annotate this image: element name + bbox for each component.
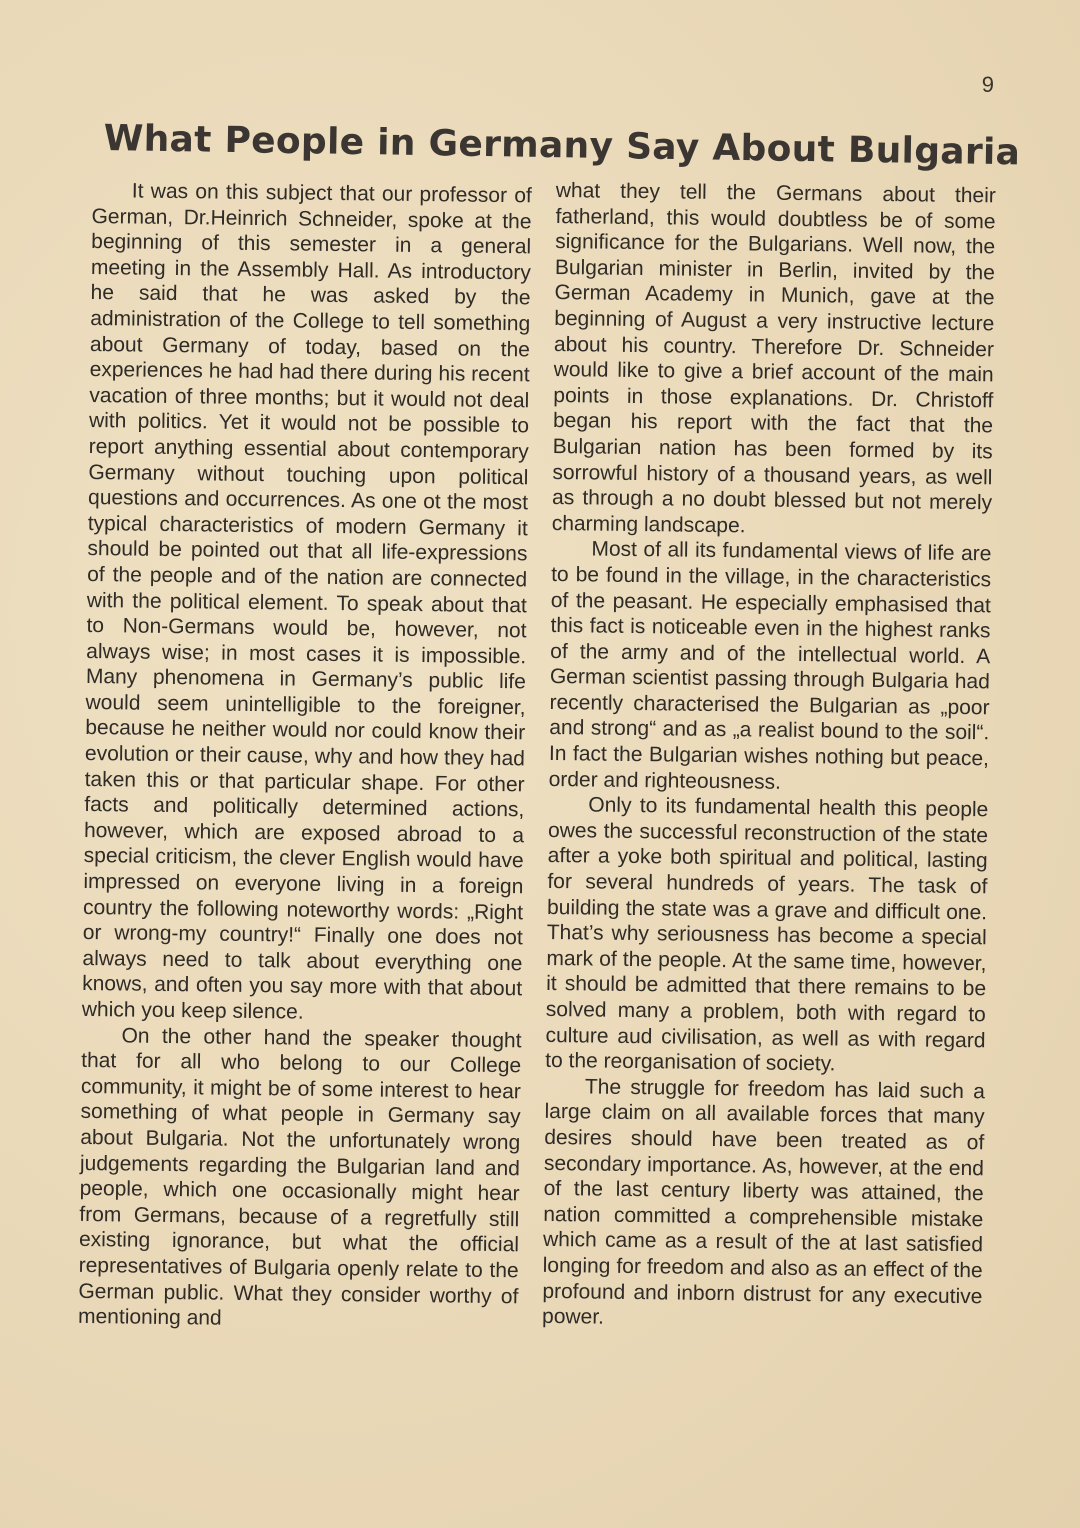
page-number: 9 xyxy=(981,72,994,97)
paragraph: It was on this subject that our professor of German, Dr.Heinrich Schneider, spoke at the beginning of this semester in a general meeting in the Assembly Hall. As introductory he said that he was asked by the administration of the College to tell something about Germany of today, based on the experiences he had had there during his recent vacation of three months; but it would not deal with politics. Yet it would not be possible to report anything essential about contemporary Germany without touching upon political questions and occurrences. As one ot the most typical characteristics of modern Germany it should be pointed out that all life-expressions of the people and of the nation are connected with the political element. To speak about that to Non-Germans would be, however, not always wise; in most cases it is impossible. Many phenomena in Germany’s public life would seem unintelligible to the foreigner, because he neither would nor could know their evolution or their cause, why and how they had taken this or that particular shape. For other facts and politically determined actions, however, which are exposed abroad to a special criticism, the clever English would have impressed on everyone living in a foreign country the following noteworthy words: „Right or wrong-my country!“ Finally one does not always need to talk about everything one knows, and often you say more with that about which you keep silence. xyxy=(81,179,532,1024)
paragraph: Most of all its fundamental views of life are to be found in the village, in the characteristics of the peasant. He especially emphasised that this fact is noticeable even in the highest ranks of the army and of the intellectual world. A German scientist passing through Bulgaria had recently characterised the Bulgarian as „poor and strong“ and as „a realist bound to the soil“. In fact the Bulgarian wishes nothing but peace, order and righteousness. xyxy=(548,537,992,794)
left-column xyxy=(78,178,532,1335)
paragraph: The struggle for freedom has laid such a large claim on all available forces that many desires should have been treated as of secondary importance. As, however, at the end of the last century liberty was attained, the nation committed a comprehensible mistake which came as a result of the at last satisfied longing for freedom and also as an effect of the profound and inborn distrust for any executive power. xyxy=(541,1075,986,1329)
paragraph: On the other hand the speaker thought that for all who belong to our College community, it might be of some interest to hear something of what people in Germany say about Bulgaria. Not the unfortunately wrong judgements regarding the Bulgarian land and people, which one occasionally might hear from Germans, because of a regretfully still existing ignorance, but what the official representatives of Bulgaria openly relate to the German public. What they consider worthy of mentioning and xyxy=(77,1024,522,1330)
paragraph: what they tell the Germans about their fatherland, this would doubtless be of some significance for the Bulgarians. Well now, the Bulgarian minister in Berlin, invited by the German Academy in Munich, gave at the beginning of August a very instructive lecture about his country. Therefore Dr. Schneider would like to give a brief account of the main points in those explanations. Dr. Christoff began his report with the fact that the Bulgarian nation has been formed by its sorrowful history of a thousand years, as well as through a no doubt blessed but not merely charming landscape. xyxy=(551,178,996,538)
paragraph: Only to its fundamental health this people owes the successful reconstruction of the state after a yoke both spiritual and political, lasting for several hundreds of years. The task of building the state was a grave and difficult one. That’s why seriousness has become a special mark of the people. At the same time, however, it should be admitted that there remains to be solved many a problem, both with regard to culture aud civilisation, as well as with regard to the reorganisation of society. xyxy=(545,793,989,1076)
right-column xyxy=(542,178,996,1335)
article-title: What People in Germany Say About Bulgaria xyxy=(103,118,1021,174)
